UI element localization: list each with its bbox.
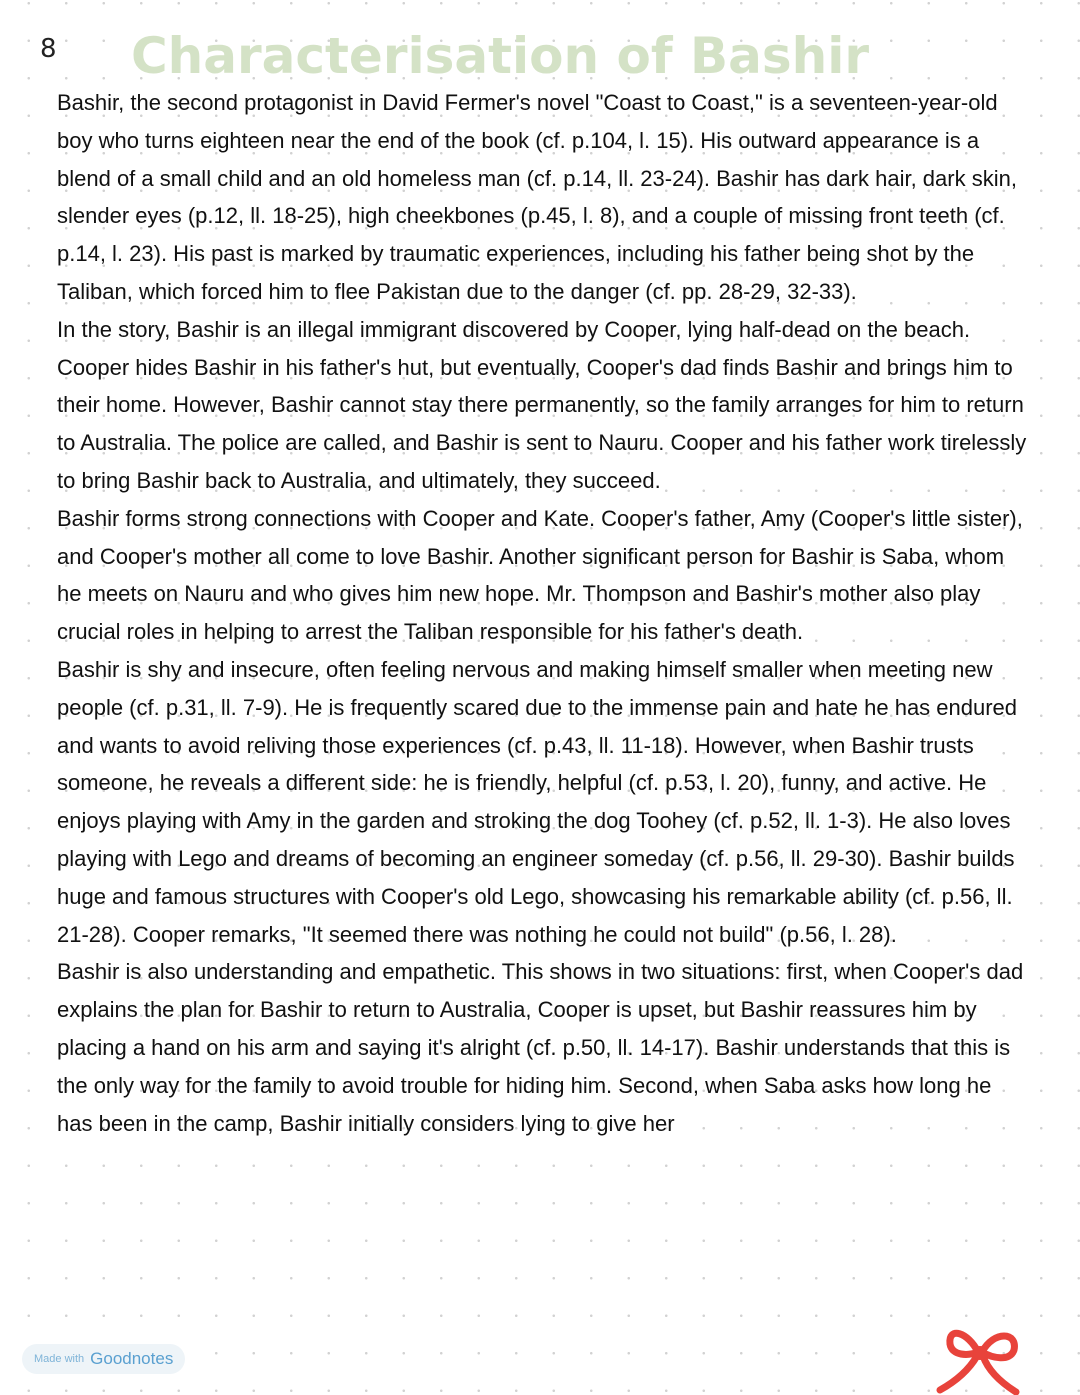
- red-ribbon-bow-icon: [930, 1318, 1030, 1395]
- paragraph-story: In the story, Bashir is an illegal immigrant discovered by Cooper, lying half-dead on the beach. Cooper hides Bashir in his father's hut, but eventually, Cooper's dad finds Bashir and brings him to their home. However, Bashir cannot stay there permanently, so the family arranges for him to return to Australia. The police are called, and Bashir is sent to Nauru. Cooper and his father work tirelessly to bring Bashir back to Australia, and ultimately, they succeed.: [57, 316, 1027, 493]
- paragraph-empathy: Bashir is also understanding and empathetic. This shows in two situations: first, when Cooper's dad explains the plan for Bashir to return to Australia, Cooper is upset, but Bashir reassures him by placing a hand on his arm and saying it's alright (cf. p.50, ll. 14-17). Bashir understands that this is the only way for the family to avoid trouble for hiding him. Second, when Saba asks how long he has been in the camp, Bashir initially considers lying to give her: [57, 959, 1024, 1136]
- page-title: Characterisation of Bashir: [130, 27, 870, 85]
- body-text: [57, 84, 1032, 1142]
- paragraph-relationships: Bashir forms strong connections with Cooper and Kate. Cooper's father, Amy (Cooper's little sister), and Cooper's mother all come to love Bashir. Another significant person for Bashir is Saba, whom he meets on Nauru and who gives him new hope. Mr. Thompson and Bashir's mother also play crucial roles in helping to arrest the Taliban responsible for his father's death.: [57, 505, 1023, 645]
- paragraph-personality: Bashir is shy and insecure, often feeling nervous and making himself smaller when meeting new people (cf. p.31, ll. 7-9). He is frequently scared due to the immense pain and hate he has endured and wants to avoid reliving those experiences (cf. p.43, ll. 11-18). However, when Bashir trusts someone, he reveals a different side: he is friendly, helpful (cf. p.53, l. 20), funny, and active. He enjoys playing with Amy in the garden and stroking the dog Toohey (cf. p.52, ll. 1-3). He also loves playing with Lego and dreams of becoming an engineer someday (cf. p.56, ll. 29-30). Bashir builds huge and famous structures with Cooper's old Lego, showcasing his remarkable ability (cf. p.56, ll. 21-28). Cooper remarks, "It seemed there was nothing he could not build" (p.56, l. 28).: [57, 656, 1018, 947]
- paragraph-intro: Bashir, the second protagonist in David Fermer's novel "Coast to Coast," is a seventeen-year-old boy who turns eighteen near the end of the book (cf. p.104, l. 15). His outward appearance is a blend of a small child and an old homeless man (cf. p.14, ll. 23-24). Bashir has dark hair, dark skin, slender eyes (p.12, ll. 18-25), high cheekbones (p.45, l. 8), and a couple of missing front teeth (cf. p.14, l. 23). His past is marked by traumatic experiences, including his father being shot by the Taliban, which forced him to flee Pakistan due to the danger (cf. pp. 28-29, 32-33).: [57, 90, 1017, 304]
- made-with-label: Made with: [34, 1353, 85, 1365]
- page-number: 8: [40, 34, 57, 64]
- made-with-goodnotes-badge: [22, 1344, 185, 1374]
- goodnotes-brand: Goodnotes: [90, 1349, 174, 1368]
